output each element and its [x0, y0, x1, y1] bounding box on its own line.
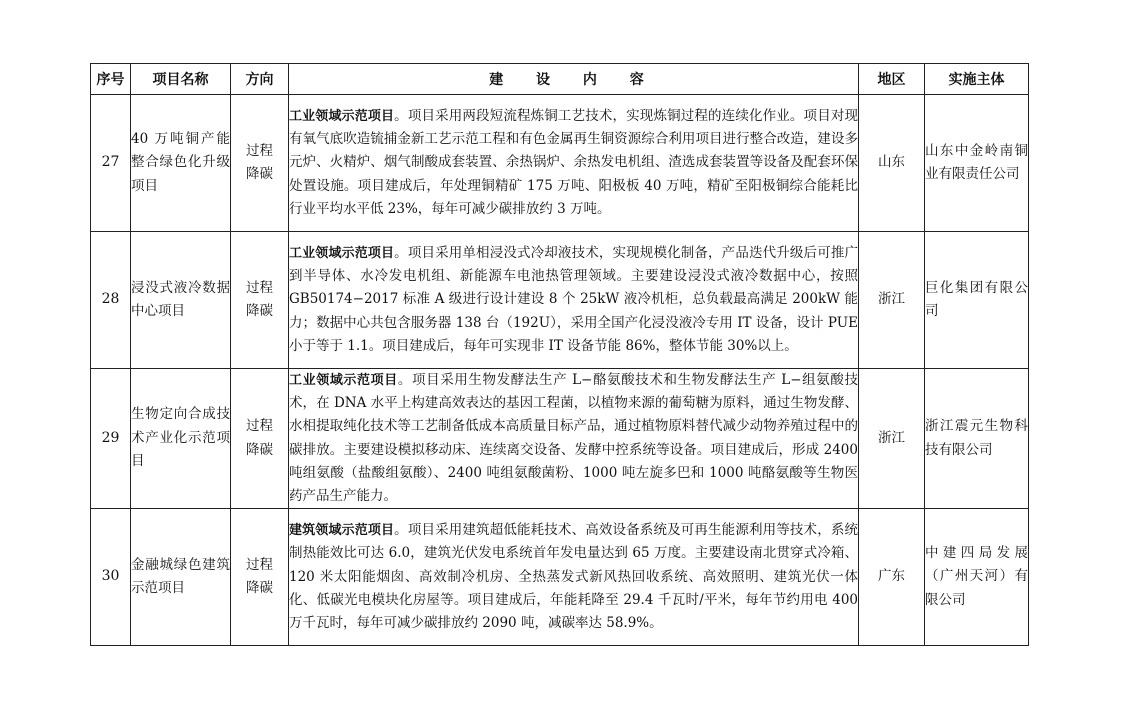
row-content: 建筑领域示范项目。项目采用建筑超低能耗技术、高效设备系统及可再生能源利用等技术，系统制热能效比可达 6.0，建筑光伏发电系统首年发电量达到 65 万度。主要建设南北贯穿式冷箱、120 米太阳能烟囱、高效制冷机房、全热蒸发式新风热回收系统、高效照明、建筑光伏一体化、低碳光电模块化房屋等。项目建成后，年能耗降至 29.4 千瓦时/平米，每年节约用电 400 万千瓦时，每年可减少碳排放约 2090 吨，减碳率达 58.9%。 [289, 509, 859, 646]
row-organization: 巨化集团有限公司 [925, 232, 1029, 369]
row-category: 工业领域示范项目 [289, 373, 398, 388]
row-category: 工业领域示范项目 [289, 245, 395, 261]
header-name: 项目名称 [131, 64, 231, 95]
row-category: 建筑领域示范项目 [289, 523, 395, 539]
row-direction: 过程 降碳 [231, 232, 289, 369]
table-row [91, 95, 1029, 232]
row-region: 山东 [859, 95, 925, 232]
row-content: 工业领域示范项目。项目采用两段短流程炼铜工艺技术，实现炼铜过程的连续化作业。项目对现有氧气底吹造锍捕金新工艺示范工程和有色金属再生铜资源综合利用项目进行整合改造，建设多元炉、火精炉、烟气制酸成套装置、余热锅炉、余热发电机组、渣选成套装置等设备及配套环保处置设施。项目建成后，年处理铜精矿 175 万吨、阳极板 40 万吨，精矿至阳极铜综合能耗比行业平均水平低 23%，每年可减少碳排放约 3 万吨。 [289, 95, 859, 232]
row-seq: 28 [91, 232, 131, 369]
row-project-name: 金融城绿色建筑示范项目 [131, 509, 231, 646]
table-row [91, 369, 1029, 509]
header-region: 地区 [859, 64, 925, 95]
header-content: 建 设 内 容 [289, 64, 859, 95]
header-org: 实施主体 [925, 64, 1029, 95]
row-region: 广东 [859, 509, 925, 646]
projects-table [90, 63, 1029, 646]
row-organization: 山东中金岭南铜业有限责任公司 [925, 95, 1029, 232]
row-project-name: 40 万吨铜产能整合绿色化升级项目 [131, 95, 231, 232]
table-header-row [91, 64, 1029, 95]
row-direction: 过程 降碳 [231, 95, 289, 232]
row-seq: 27 [91, 95, 131, 232]
header-direction: 方向 [231, 64, 289, 95]
row-seq: 29 [91, 369, 131, 509]
row-content: 工业领域示范项目。项目采用单相浸没式冷却液技术，实现规模化制备，产品迭代升级后可推广到半导体、水冷发电机组、新能源车电池热管理领域。主要建设浸没式液冷数据中心，按照 GB50174−2017 标准 A 级进行设计建设 8 个 25kW 液冷机柜，总负载最高满足 200kW 能力；数据中心共包含服务器 138 台（192U），采用全国产化浸没液冷专用 IT 设备，设计 PUE 小于等于 1.1。项目建成后，每年可实现非 IT 设备节能 86%，整体节能 30%以上。 [289, 232, 859, 369]
row-project-name: 浸没式液冷数据中心项目 [131, 232, 231, 369]
row-direction: 过程 降碳 [231, 509, 289, 646]
row-direction: 过程 降碳 [231, 369, 289, 509]
header-seq: 序号 [91, 64, 131, 95]
row-seq: 30 [91, 509, 131, 646]
row-region: 浙江 [859, 369, 925, 509]
table-row [91, 509, 1029, 646]
row-organization: 浙江震元生物科技有限公司 [925, 369, 1029, 509]
row-organization: 中建四局发展（广州天河）有限公司 [925, 509, 1029, 646]
table-row [91, 232, 1029, 369]
row-region: 浙江 [859, 232, 925, 369]
row-category: 工业领域示范项目 [289, 108, 395, 124]
row-project-name: 生物定向合成技术产业化示范项目 [131, 369, 231, 509]
row-content: 工业领域示范项目。项目采用生物发酵法生产 L−酪氨酸技术和生物发酵法生产 L−组氨酸技术，在 DNA 水平上构建高效表达的基因工程菌，以植物来源的葡萄糖为原料，通过生物发酵、水相提取纯化技术等工艺制备低成本高质量目标产品，通过植物原料替代减少动物养殖过程中的碳排放。主要建设模拟移动床、连续离交设备、发酵中控系统等设备。项目建成后，形成 2400 吨组氨酸（盐酸组氨酸）、2400 吨组氨酸菌粉、1000 吨左旋多巴和 1000 吨酪氨酸等生物医药产品生产能力。 [289, 369, 859, 509]
